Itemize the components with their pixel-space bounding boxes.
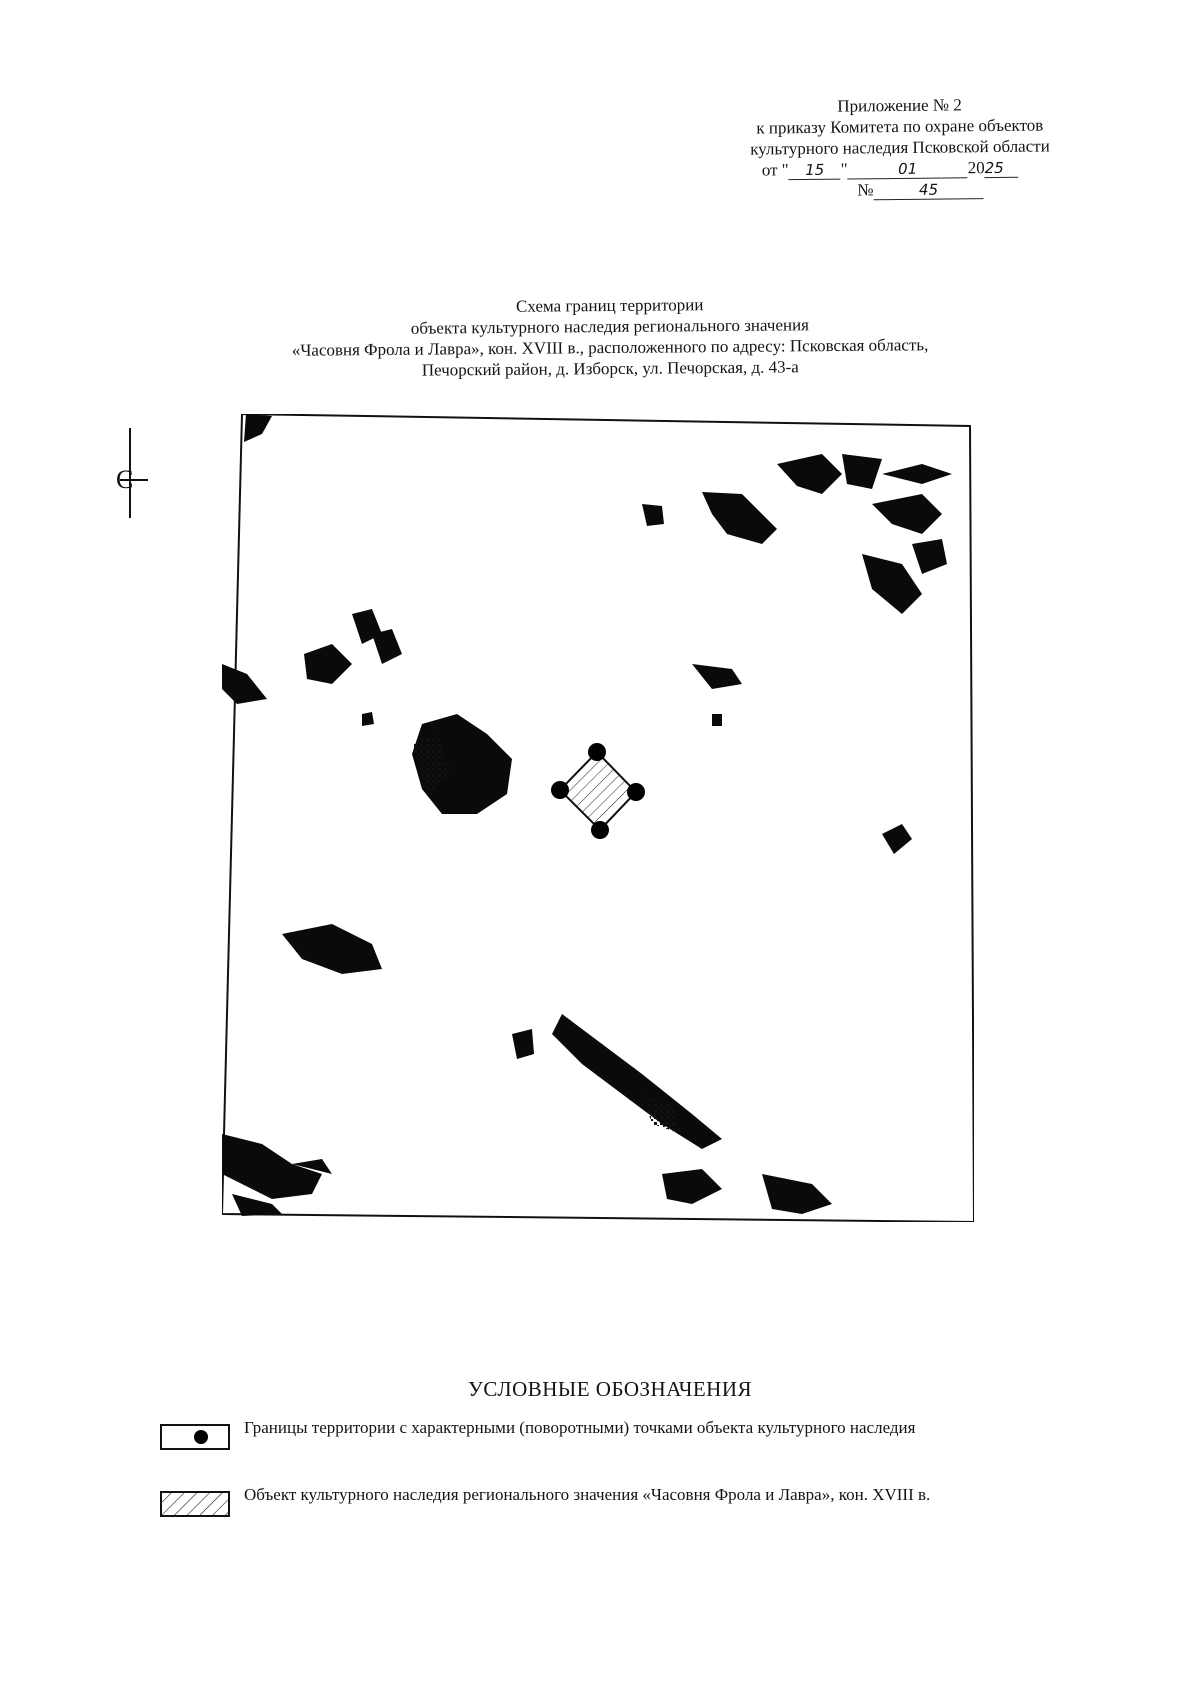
scheme-title-line-3: «Часовня Фрола и Лавра», кон. XVIII в., расположенного по адресу: Псковская область, [291, 335, 929, 360]
date-prefix: от " [761, 160, 789, 180]
date-year: 25 [985, 159, 1019, 178]
scheme-title-line-1: Схема границ территории [515, 295, 704, 316]
appendix-title: Приложение № 2 [837, 95, 962, 116]
aerial-map-image [222, 414, 974, 1222]
hatched-object-icon [160, 1491, 230, 1517]
legend-title: УСЛОВНЫЕ ОБОЗНАЧЕНИЯ [467, 1377, 753, 1401]
appendix-number [740, 177, 1100, 202]
boundary-point-icon [591, 821, 609, 839]
scheme-title-line-2: объекта культурного наследия регионального значения [410, 315, 810, 338]
scheme-title [210, 292, 1011, 383]
number-prefix: № [857, 180, 874, 200]
boundary-point-icon [160, 1424, 230, 1450]
boundary-point-icon [551, 781, 569, 799]
date-day: 15 [789, 161, 841, 181]
legend-text-boundary: Границы территории с характерными (поворотными) точками объекта культурного наследия [244, 1418, 916, 1437]
boundary-point-icon [627, 783, 645, 801]
appendix-header [699, 93, 1100, 202]
date-year-prefix: 20 [967, 158, 985, 178]
legend-item-object [160, 1487, 1020, 1517]
appendix-order-line: к приказу Комитета по охране объектов [756, 115, 1044, 138]
north-letter: С [116, 465, 134, 494]
date-month: 01 [848, 159, 968, 179]
legend-item-boundary [160, 1420, 1020, 1450]
appendix-committee-line: культурного наследия Псковской области [750, 136, 1050, 159]
boundary-point-icon [588, 743, 606, 761]
order-number: 45 [873, 180, 983, 200]
scheme-title-line-4: Печорский район, д. Изборск, ул. Печорская, д. 43-а [421, 357, 799, 380]
north-arrow-icon [112, 428, 152, 518]
legend-text-object: Объект культурного наследия регионального значения «Часовня Фрола и Лавра», кон. XVIII в. [244, 1485, 931, 1504]
appendix-date [690, 156, 1090, 181]
date-quote: " [840, 159, 848, 179]
